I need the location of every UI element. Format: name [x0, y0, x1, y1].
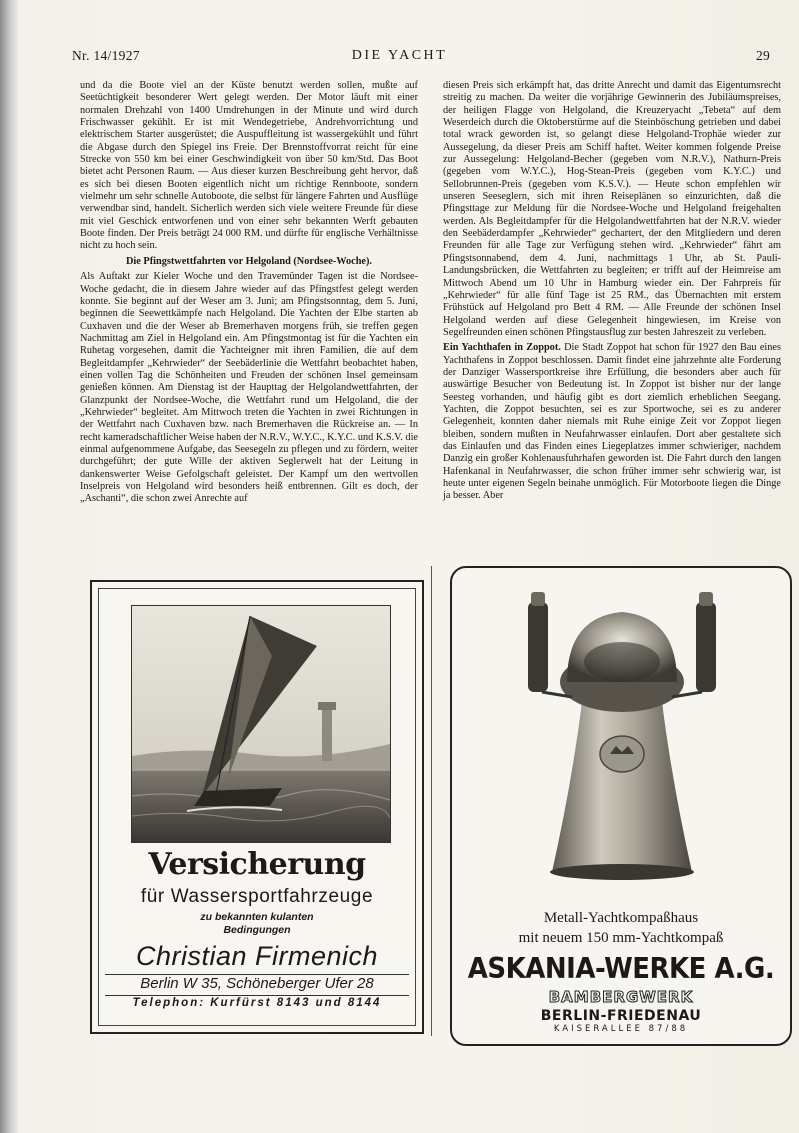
ad-terms	[99, 911, 415, 937]
binding-gutter	[0, 0, 18, 1133]
sailboat-photo	[131, 605, 391, 843]
page-number: 29	[756, 48, 771, 63]
ad-phone: Telephon: Kurfürst 8143 und 8144	[132, 997, 382, 1009]
ad-terms-line1: zu bekannten kulanten	[200, 911, 314, 923]
compass-caption-line2: mit neuem 150 mm-Yachtkompaß	[518, 930, 724, 946]
text-column-left	[80, 80, 418, 506]
ad-rule-bottom	[105, 995, 409, 996]
compass-binnacle-illustration	[512, 582, 732, 882]
askania-city: BERLIN-FRIEDENAU	[540, 1008, 702, 1024]
ad-inner-border	[98, 588, 416, 1026]
text-column-right	[443, 80, 781, 503]
zoppot-body: Die Stadt Zoppot hat schon für 1927 den Bau eines Yachthafens in Zoppot beschlossen. Damit findet eine jahrzehnte alte Forderung der Danziger Wassersportkreise ihre Erfüllung, die besonders aber auch für auswärtige Besucher von Bedeutung ist. In Zoppot ist bisher nur der lange Seesteg vorhanden, und häufig gibt es dort ziemlich erheblichen Seegang. Yachten, die Zoppot besuchten, sei es zur Sportwoche, sei es zu anderer Gelegenheit, konnten daher niemals mit Ruhe einige Zeit vor Zoppot liegen bleiben, sondern mußten in Neufahrwasser einlaufen. Dort aber gestaltete sich das Einlaufen und das Finden eines Liegeplatzes immer schwieriger, nachdem Danzig ein großer Kohlenausfuhrhafen geworden ist. Die Fahrt durch den langen Hafenkanal in Neufahrwasser, die schon früher immer sehr schwierig war, ist heute unter eigenen Segeln beinahe unmöglich. Für Motorboote liegen die Dinge ja besser. Aber	[443, 342, 781, 502]
ad-title-versicherung: Versicherung	[148, 847, 366, 882]
paragraph-nordsee-woche: Als Auftakt zur Kieler Woche und den Travemünder Tagen ist die Nordsee-Woche gedacht, die in diesem Jahre wieder auf das Pfingstfest gelegt werden konnte. Sie beginnt auf der Weser am 3. Juni; am Pfingstsonntag, dem 5. Juni, beginnen die Seewettkämpfe nach Helgoland. Die Yachten der Elbe starten ab Cuxhaven und die der Weser ab Bremerhaven morgens früh, sie treffen gegen Nachmittag am Ziel in Helgoland ein. Am Pfingstmontag ist für die Yachten ein Ruhetag vorgesehen, damit die Yachteigner mit ihren Familien, die auf dem Begleitdampfer „Kehrwieder“ der Seebäderlinie die Wettfahrt beobachtet haben, einen vollen Tag die Schönheiten und Freuden der schönen Insel gemeinsam genießen können. Am Dienstag ist der Haupttag der Helgolandwettfahrten, der Glanzpunkt der Nordsee-Woche, die Wettfahrt rund um Helgoland, die der „Kehrwieder“ begleitet. Am Mittwoch treten die Yachten in zwei Richtungen in der Wettfahrt nach Cuxhaven bzw. nach Bremerhaven die Rückreise an. — In recht kameradschaftlicher Weise haben der N.R.V., W.Y.C., K.Y.C. und K.S.V. die einmal aufgenommene Aufgabe, das Seesegeln zu pflegen und zu fördern, weiter durchgeführt; der gute Wille der aktiven Seglerwelt hat der Leitung in dankenswerter Weise Gefolgschaft geleistet. Der Kampf um den wertvollen Inselpreis von Helgoland wird besonders heiß entbrennen. Gilt es doch, der „Aschanti“, die schon zwei Anrechte auf	[80, 271, 418, 505]
askania-division: BAMBERGWERK	[548, 988, 694, 1006]
heading-yachthafen-zoppot: Ein Yachthafen in Zoppot.	[443, 342, 561, 354]
column-divider	[431, 566, 432, 1036]
askania-advertisement	[450, 566, 792, 1046]
sailboat-illustration	[132, 606, 390, 842]
magazine-title: DIE YACHT	[351, 48, 448, 63]
paragraph-motorboat: und da die Boote viel an der Küste benutzt werden sollen, mußte auf Seetüchtigkeit besonderer Wert gelegt werden. Der Motor läuft mit einer normalen Drehzahl von 1400 Umdrehungen in der Minute und wird durch Frischwasser gekühlt. Er ist mit Wendegetriebe, Andrehvorrichtung und elektrischem Starter ausgerüstet; die Auspuffleitung ist wassergekühlt und führt die Abgase durch den Spiegel ins Freie. Der Brennstoffvorrat reicht für eine Strecke von 550 km bei einer Geschwindigkeit von über 50 km/Std. Das Boot bietet acht Personen Raum. — Aus dieser kurzen Beschreibung geht hervor, daß es sich bei diesen Booten eigentlich nicht um richtige Rennboote, sondern vielmehr um sehr schnelle Autoboote, die selbst für längere Fahrten und Ausflüge verwendbar sind, handelt. Sicherlich werden sich viele weitere Freunde für diese mit viel Geschick entworfenen und von einer sehr bekannten Werft gebauten Boote finden. Der Preis beträgt 24 000 RM. und dürfte für englische Verhältnisse nicht zu hoch sein.	[80, 80, 418, 252]
ad-address: Berlin W 35, Schöneberger Ufer 28	[140, 975, 374, 992]
insurance-advertisement	[90, 580, 424, 1034]
issue-number: Nr. 14/1927	[72, 48, 140, 63]
askania-street: KAISERALLEE 87/88	[553, 1024, 689, 1034]
ad-subtitle: für Wassersportfahrzeuge	[140, 886, 374, 907]
paragraph-zoppot	[443, 342, 781, 502]
paragraph-helgoland-prizes: diesen Preis sich erkämpft hat, das dritte Anrecht und damit das Eigentumsrecht streitig zu machen. Da weiter die vorjährige Gewinnerin des Jubiläumspreises, der heiligen Flagge von Helgoland, die Kreuzeryacht „Tebeta“ auf dem Weserdeich durch die Oktoberstürme auf die Steinböschung getrieben und dabei total wrack geworden ist, so gelangt diese Helgoland-Trophäe wieder zur Aussegelung, da dieser Preis am Schiff haftet. Weiter kommen folgende Preise zur Aussegelung: Helgoland-Becher (gegeben vom N.R.V.), Nathurn-Preis (gegeben vom W.Y.C.), Hog-Stean-Preis (gegeben vom K.Y.C.) und Sellobrunnen-Preis (gegeben vom K.S.V.). — Heute schon empfehlen wir unseren Seeseglern, sich mit ihren Reiseplänen so einzurichten, daß die Pfingsttage zur Meldung für die Nordsee-Woche und Helgoland freigehalten werden. Als Begleitdampfer für die Helgolandwettfahrten hat der N.R.V. wieder den Seebäderdampfer „Kehrwieder“ gechartert, der den Mitgliedern und deren Freunden für alle Tage zur Verfügung stehen wird. „Kehrwieder“ fährt am Pfingstsonnabend, dem 4. Juni, nachmittags 1 Uhr, ab St. Pauli-Landungsbrücken, die Wettfahrten zu begleiten; er trifft auf der Heimreise am Mittwoch Abend um 10 Uhr in Hamburg wieder ein. Der Fahrpreis für „Kehrwieder“ für alle fünf Tage ist 25 RM., das Übernachten mit erstem Frühstück auf Helgoland pro Bett 4 RM. — Alle Freunde der schönen Insel Helgoland werden auf diese Gelegenheit hingewiesen, im Kreise von Segelfreunden einen schönen Pfingstausflug zur besten Jahreszeit zu verleben.	[443, 80, 781, 338]
askania-brand: ASKANIA-WERKE A.G.	[467, 952, 775, 986]
heading-pfingstwettfahrten: Die Pfingstwettfahrten vor Helgoland (Nordsee-Woche).	[125, 255, 373, 267]
ad-terms-line2: Bedingungen	[223, 924, 291, 936]
ad-company-name: Christian Firmenich	[135, 941, 379, 971]
compass-caption-line1: Metall-Yachtkompaßhaus	[543, 910, 699, 926]
